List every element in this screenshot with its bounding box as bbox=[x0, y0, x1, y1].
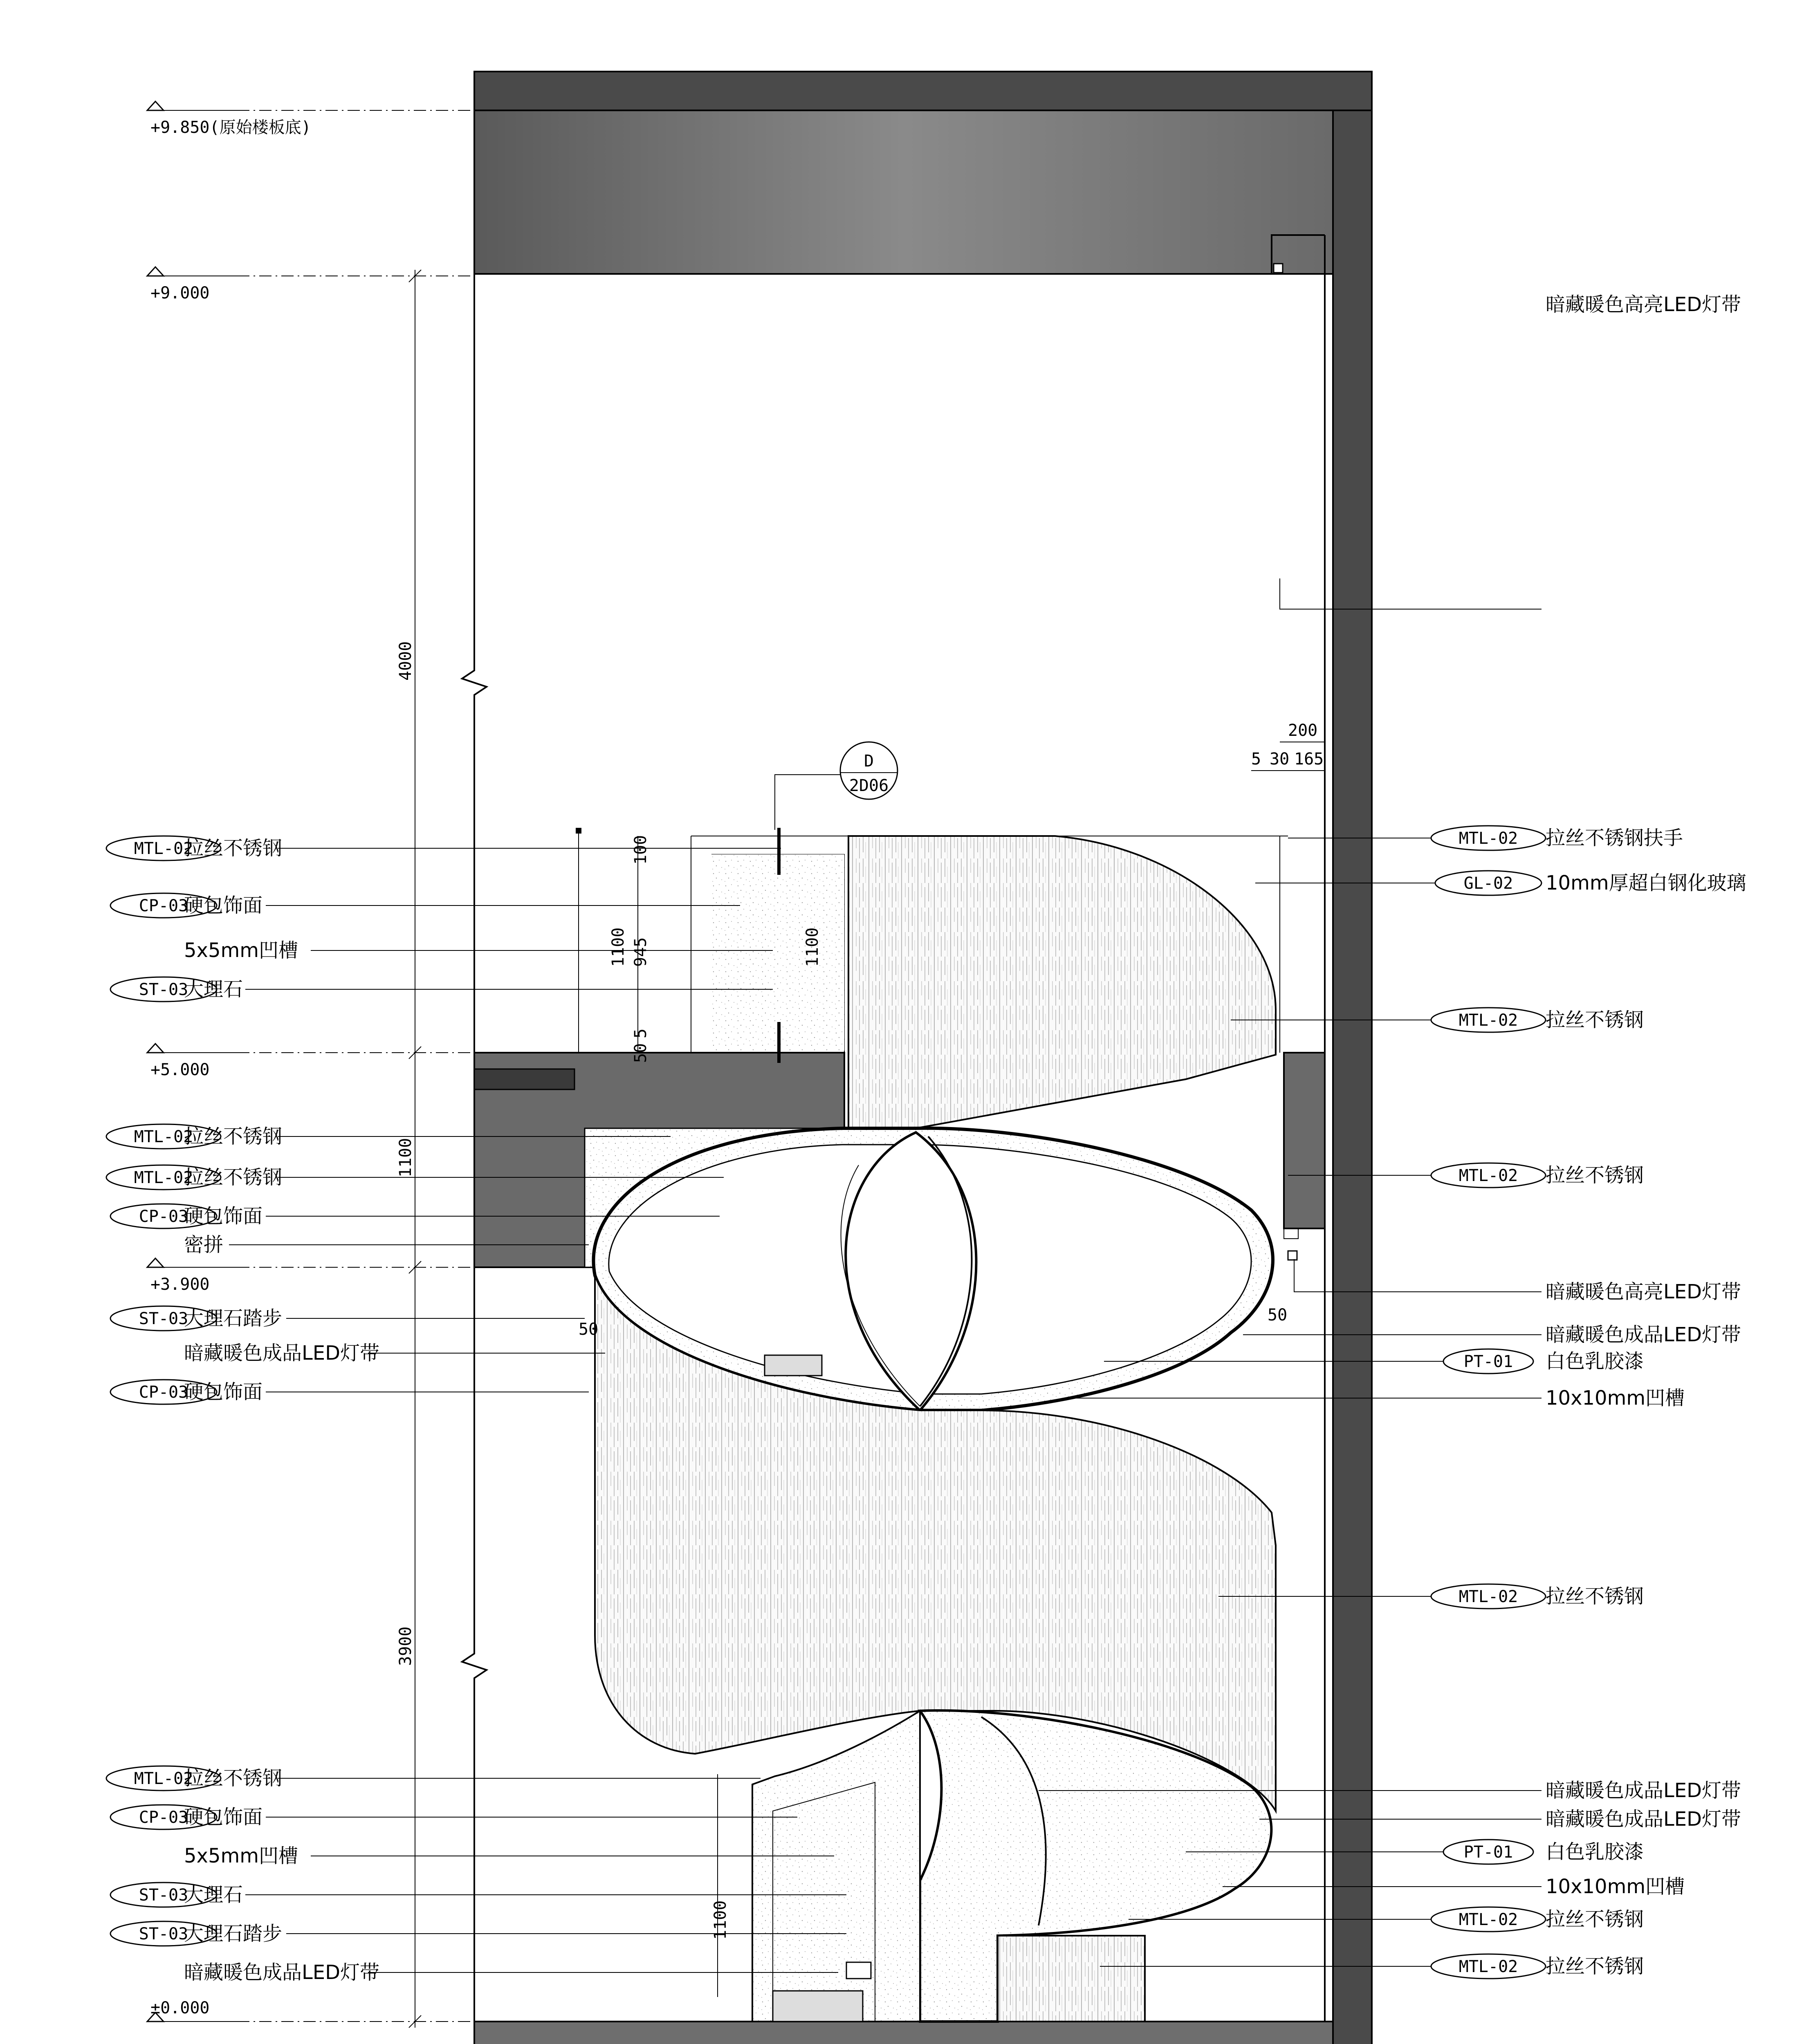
led-fixture-top bbox=[1274, 264, 1283, 273]
tag-code: MTL-02 bbox=[1458, 1587, 1518, 1606]
spiral-stair bbox=[576, 828, 1288, 2022]
lower-cp-panel bbox=[752, 1711, 920, 2022]
label-text: 暗藏暖色成品LED灯带 bbox=[184, 1961, 380, 1984]
level-mark-4 bbox=[147, 1258, 164, 1267]
left-label-row bbox=[110, 977, 773, 1002]
label-text: 10x10mm凹槽 bbox=[1546, 1875, 1685, 1898]
right-label-row bbox=[1063, 1387, 1685, 1410]
section-callout-letter: D bbox=[864, 752, 874, 771]
left-label-row bbox=[184, 939, 773, 962]
level-mark-1 bbox=[147, 101, 164, 110]
right-label-row bbox=[1129, 1907, 1644, 1932]
label-text: 5x5mm凹槽 bbox=[184, 939, 298, 962]
label-text: 5x5mm凹槽 bbox=[184, 1845, 298, 1867]
label-text: 大理石 bbox=[184, 978, 243, 1001]
label-text: 密拼 bbox=[184, 1233, 224, 1256]
level-label-2: +9.000 bbox=[150, 284, 210, 303]
label-text: 大理石踏步 bbox=[184, 1922, 283, 1945]
left-label-row bbox=[110, 1805, 797, 1829]
upper-handrail-cap bbox=[576, 828, 581, 834]
label-text: 大理石踏步 bbox=[184, 1307, 283, 1330]
label-text: 硬包饰面 bbox=[184, 1806, 263, 1829]
right-label-row bbox=[1223, 1875, 1685, 1898]
label-text: 拉丝不锈钢 bbox=[1546, 1009, 1644, 1031]
label-text: 拉丝不锈钢 bbox=[1546, 1908, 1644, 1931]
left-label-row bbox=[184, 1342, 605, 1365]
tag-code: CP-03 bbox=[139, 1383, 188, 1402]
lower-step bbox=[773, 1991, 863, 2022]
dim-100: 100 bbox=[631, 835, 650, 865]
left-section-line-lower bbox=[462, 1267, 487, 2044]
left-label-row bbox=[184, 1845, 834, 1867]
label-text: 拉丝不锈钢 bbox=[184, 1767, 283, 1790]
left-label-row bbox=[106, 836, 781, 861]
led-niche-landing bbox=[1284, 1228, 1298, 1239]
right-label-row bbox=[1218, 1584, 1644, 1609]
tag-code: PT-01 bbox=[1463, 1843, 1513, 1862]
label-text: 拉丝不锈钢 bbox=[184, 837, 283, 860]
section-callout-leader bbox=[775, 775, 840, 830]
tag-code: MTL-02 bbox=[1458, 1166, 1518, 1185]
label-text: 暗藏暖色成品LED灯带 bbox=[1546, 1779, 1741, 1802]
label-text: 硬包饰面 bbox=[184, 894, 263, 917]
elevation-marks bbox=[147, 101, 474, 2044]
dim-landing-50-left: 50 bbox=[579, 1320, 599, 1339]
dim-1100-rail: 1100 bbox=[609, 927, 628, 967]
dim-landing-50-right: 50 bbox=[1268, 1306, 1288, 1325]
label-text: 大理石 bbox=[184, 1883, 243, 1906]
level-mark-2 bbox=[147, 267, 164, 276]
right-label-row bbox=[1231, 1008, 1644, 1032]
tag-code: MTL-02 bbox=[134, 839, 193, 858]
tag-code: ST-03 bbox=[139, 1886, 188, 1905]
label-text: 白色乳胶漆 bbox=[1546, 1840, 1644, 1863]
tag-code: MTL-02 bbox=[134, 1127, 193, 1146]
landing-recess bbox=[474, 1069, 574, 1089]
label-text: 拉丝不锈钢扶手 bbox=[1546, 827, 1683, 849]
level-label-5: ±0.000 bbox=[150, 1999, 210, 2017]
tag-code: PT-01 bbox=[1463, 1352, 1513, 1371]
dim-1100-panel: 1100 bbox=[803, 927, 822, 967]
roof-slab-top bbox=[474, 72, 1372, 110]
tag-code: GL-02 bbox=[1463, 874, 1513, 893]
label-text: 10mm厚超白钢化玻璃 bbox=[1546, 872, 1746, 894]
tag-code: ST-03 bbox=[139, 1309, 188, 1328]
dim-200: 200 bbox=[1288, 721, 1318, 740]
left-label-row bbox=[110, 1306, 585, 1331]
label-text: 拉丝不锈钢 bbox=[1546, 1585, 1644, 1608]
tag-code: MTL-02 bbox=[1458, 1011, 1518, 1030]
dim-165: 165 bbox=[1294, 750, 1324, 769]
label-text: 拉丝不锈钢 bbox=[184, 1166, 283, 1189]
label-text: 硬包饰面 bbox=[184, 1381, 263, 1403]
section-callout bbox=[775, 742, 898, 830]
label-text: 暗藏暖色高亮LED灯带 bbox=[1546, 1280, 1741, 1303]
dim-4000: 4000 bbox=[396, 641, 415, 681]
right-wall-block bbox=[1284, 1053, 1325, 1228]
tag-code: MTL-02 bbox=[134, 1769, 193, 1788]
left-label-row bbox=[110, 893, 740, 918]
right-wall bbox=[1333, 110, 1372, 2044]
dim-tr-5: 5 bbox=[1251, 750, 1261, 769]
right-label-row bbox=[1259, 1808, 1741, 1831]
right-label-row bbox=[1243, 1323, 1741, 1346]
label-text: 10x10mm凹槽 bbox=[1546, 1387, 1685, 1410]
dim-1100-lower: 1100 bbox=[711, 1900, 730, 1940]
leader-line bbox=[1294, 1259, 1541, 1292]
level-label-4: +3.900 bbox=[150, 1275, 210, 1294]
level-mark-3 bbox=[147, 1044, 164, 1053]
label-text: 暗藏暖色成品LED灯带 bbox=[1546, 1808, 1741, 1831]
label-text: 暗藏暖色成品LED灯带 bbox=[1546, 1323, 1741, 1346]
tag-code: ST-03 bbox=[139, 980, 188, 999]
level-label-3: +5.000 bbox=[150, 1060, 210, 1079]
label-text: 硬包饰面 bbox=[184, 1205, 263, 1228]
left-label-row bbox=[106, 1766, 761, 1791]
label-text: 拉丝不锈钢 bbox=[1546, 1164, 1644, 1187]
tag-code: CP-03 bbox=[139, 1207, 188, 1226]
dim-5: 5 bbox=[631, 1028, 650, 1038]
dim-50: 50 bbox=[631, 1043, 650, 1063]
tag-code: MTL-02 bbox=[134, 1168, 193, 1187]
left-label-row bbox=[110, 1883, 846, 1907]
label-text: 白色乳胶漆 bbox=[1546, 1350, 1644, 1373]
lower-stair-base bbox=[998, 1936, 1145, 2022]
label-text: 拉丝不锈钢 bbox=[1546, 1955, 1644, 1978]
tag-code: CP-03 bbox=[139, 1808, 188, 1827]
section-callout-sheet: 2D06 bbox=[849, 776, 889, 795]
vertical-dimensions bbox=[396, 270, 421, 2028]
dim-3900: 3900 bbox=[396, 1626, 415, 1666]
dim-30: 30 bbox=[1270, 750, 1290, 769]
upper-step bbox=[765, 1355, 822, 1376]
upper-cp-fill bbox=[711, 854, 844, 1051]
tag-code: CP-03 bbox=[139, 896, 188, 915]
tag-code: MTL-02 bbox=[1458, 1910, 1518, 1929]
right-label-row bbox=[1255, 871, 1746, 895]
tag-code: MTL-02 bbox=[1458, 1957, 1518, 1976]
floor-slab bbox=[474, 2022, 1333, 2044]
left-label-row bbox=[110, 1380, 589, 1404]
label-text: 拉丝不锈钢 bbox=[184, 1125, 283, 1148]
level-label-1: +9.850(原始楼板底) bbox=[150, 118, 311, 137]
left-label-row bbox=[184, 1961, 838, 1984]
left-label-row bbox=[110, 1921, 846, 1946]
led-fixture-landing bbox=[1288, 1251, 1297, 1260]
label-text: 暗藏暖色成品LED灯带 bbox=[184, 1342, 380, 1365]
dim-945: 945 bbox=[631, 937, 650, 967]
upper-ribbon bbox=[848, 836, 1276, 1128]
lower-led-box bbox=[846, 1962, 871, 1979]
label-text: 暗藏暖色高亮LED灯带 bbox=[1546, 293, 1741, 316]
tag-code: MTL-02 bbox=[1458, 829, 1518, 848]
leader-line bbox=[1280, 578, 1541, 609]
dim-1100: 1100 bbox=[396, 1138, 415, 1177]
roof-slab bbox=[474, 110, 1333, 274]
tag-code: ST-03 bbox=[139, 1925, 188, 1943]
